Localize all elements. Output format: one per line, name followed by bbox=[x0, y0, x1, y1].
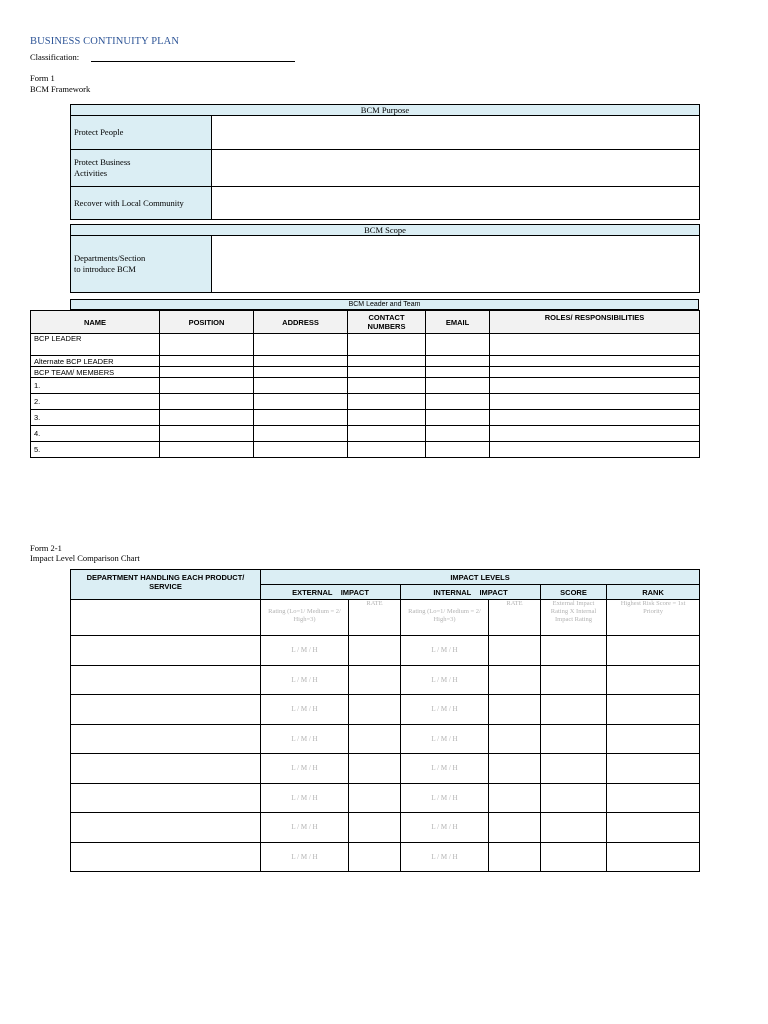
external-rating-selector[interactable]: L / M / H bbox=[261, 636, 349, 666]
score-hint: External Impact Rating X Internal Impact Rating bbox=[541, 600, 607, 636]
team-cell[interactable] bbox=[254, 410, 348, 426]
internal-rating-selector[interactable]: L / M / H bbox=[401, 724, 489, 754]
team-cell[interactable] bbox=[490, 394, 700, 410]
team-cell[interactable] bbox=[160, 367, 254, 378]
external-rate-cell[interactable] bbox=[349, 754, 401, 784]
external-rating-selector[interactable]: L / M / H bbox=[261, 724, 349, 754]
team-cell[interactable] bbox=[254, 442, 348, 458]
dept-cell[interactable] bbox=[71, 754, 261, 784]
team-cell[interactable] bbox=[426, 378, 490, 394]
impact-table bbox=[70, 569, 700, 872]
form21-title: Impact Level Comparison Chart bbox=[30, 553, 140, 563]
rank-cell[interactable] bbox=[607, 636, 700, 666]
team-cell[interactable] bbox=[426, 426, 490, 442]
team-cell[interactable] bbox=[426, 442, 490, 458]
team-cell[interactable] bbox=[426, 367, 490, 378]
bcm-scope-header: BCM Scope bbox=[71, 225, 700, 236]
team-row-label: 4. bbox=[31, 426, 160, 442]
rank-cell[interactable] bbox=[607, 754, 700, 784]
external-rating-selector[interactable]: L / M / H bbox=[261, 754, 349, 784]
col-address: ADDRESS bbox=[254, 311, 348, 334]
external-rate-cell[interactable] bbox=[349, 695, 401, 725]
team-cell[interactable] bbox=[490, 442, 700, 458]
table-row bbox=[31, 442, 700, 458]
external-rating-hint: Rating (Lo=1/ Medium = 2/ High=3) bbox=[261, 600, 349, 636]
table-row bbox=[31, 356, 700, 367]
team-cell[interactable] bbox=[348, 356, 426, 367]
external-rating-selector[interactable]: L / M / H bbox=[261, 813, 349, 843]
col-name: NAME bbox=[31, 311, 160, 334]
table-row bbox=[71, 813, 700, 843]
external-rate-cell[interactable] bbox=[349, 665, 401, 695]
purpose-label-people: Protect People bbox=[71, 116, 212, 150]
internal-rate-cell[interactable] bbox=[489, 813, 541, 843]
score-cell[interactable] bbox=[541, 636, 607, 666]
table-row bbox=[71, 636, 700, 666]
dept-cell[interactable] bbox=[71, 695, 261, 725]
score-header: SCORE bbox=[541, 585, 607, 600]
form1-title: BCM Framework bbox=[30, 84, 91, 94]
document-title: BUSINESS CONTINUITY PLAN bbox=[30, 36, 180, 47]
team-table bbox=[30, 310, 700, 458]
team-cell[interactable] bbox=[160, 410, 254, 426]
rank-cell[interactable] bbox=[607, 695, 700, 725]
internal-rating-selector[interactable]: L / M / H bbox=[401, 665, 489, 695]
team-row-label: 1. bbox=[31, 378, 160, 394]
purpose-field-business[interactable] bbox=[212, 150, 700, 187]
purpose-label-business: Protect Business Activities bbox=[71, 150, 212, 187]
team-cell[interactable] bbox=[348, 334, 426, 356]
external-rate-cell[interactable] bbox=[349, 724, 401, 754]
rank-cell[interactable] bbox=[607, 665, 700, 695]
purpose-field-people[interactable] bbox=[212, 116, 700, 150]
table-row bbox=[71, 783, 700, 813]
external-rate-cell[interactable] bbox=[349, 783, 401, 813]
team-cell[interactable] bbox=[426, 334, 490, 356]
score-cell[interactable] bbox=[541, 665, 607, 695]
external-rate-cell[interactable] bbox=[349, 842, 401, 872]
dept-cell[interactable] bbox=[71, 665, 261, 695]
dept-header: DEPARTMENT HANDLING EACH PRODUCT/ SERVICE bbox=[71, 570, 261, 600]
table-row bbox=[71, 842, 700, 872]
classification-label: Classification: bbox=[30, 52, 80, 62]
table-row bbox=[31, 334, 700, 356]
table-row bbox=[31, 367, 700, 378]
team-cell[interactable] bbox=[426, 410, 490, 426]
dept-cell[interactable] bbox=[71, 813, 261, 843]
internal-rating-selector[interactable]: L / M / H bbox=[401, 783, 489, 813]
team-row-label: 2. bbox=[31, 394, 160, 410]
rank-cell[interactable] bbox=[607, 842, 700, 872]
team-row-label: BCP TEAM/ MEMBERS bbox=[31, 367, 160, 378]
team-cell[interactable] bbox=[160, 378, 254, 394]
internal-impact-header: INTERNAL IMPACT bbox=[401, 585, 541, 600]
internal-rating-selector[interactable]: L / M / H bbox=[401, 636, 489, 666]
team-row-label: BCP LEADER bbox=[31, 334, 160, 356]
team-cell[interactable] bbox=[254, 394, 348, 410]
team-cell[interactable] bbox=[426, 356, 490, 367]
team-cell[interactable] bbox=[490, 356, 700, 367]
external-rating-selector[interactable]: L / M / H bbox=[261, 842, 349, 872]
external-rating-selector[interactable]: L / M / H bbox=[261, 783, 349, 813]
table-row bbox=[31, 378, 700, 394]
team-cell[interactable] bbox=[348, 442, 426, 458]
rank-header: RANK bbox=[607, 585, 700, 600]
table-row bbox=[31, 426, 700, 442]
team-row-label: Alternate BCP LEADER bbox=[31, 356, 160, 367]
internal-rating-selector[interactable]: L / M / H bbox=[401, 813, 489, 843]
table-row bbox=[31, 394, 700, 410]
team-cell[interactable] bbox=[490, 426, 700, 442]
bcm-purpose-table bbox=[70, 104, 700, 220]
dept-field[interactable] bbox=[71, 600, 261, 636]
external-rate-cell[interactable] bbox=[349, 636, 401, 666]
team-cell[interactable] bbox=[254, 367, 348, 378]
rank-cell[interactable] bbox=[607, 724, 700, 754]
team-cell[interactable] bbox=[160, 334, 254, 356]
internal-rating-selector[interactable]: L / M / H bbox=[401, 695, 489, 725]
impact-levels-header: IMPACT LEVELS bbox=[261, 570, 700, 585]
internal-rate-cell[interactable] bbox=[489, 754, 541, 784]
dept-cell[interactable] bbox=[71, 636, 261, 666]
internal-rating-hint: Rating (Lo=1/ Medium = 2/ High=3) bbox=[401, 600, 489, 636]
team-cell[interactable] bbox=[160, 394, 254, 410]
team-header-table bbox=[70, 299, 699, 310]
dept-cell[interactable] bbox=[71, 783, 261, 813]
score-cell[interactable] bbox=[541, 783, 607, 813]
team-cell[interactable] bbox=[254, 334, 348, 356]
rank-hint: Highest Risk Score = 1st Priority bbox=[607, 600, 700, 636]
table-row bbox=[31, 410, 700, 426]
dept-cell[interactable] bbox=[71, 724, 261, 754]
purpose-label-community: Recover with Local Community bbox=[71, 187, 212, 220]
table-row bbox=[71, 754, 700, 784]
external-rate-hint: RATE bbox=[349, 600, 401, 636]
team-cell[interactable] bbox=[160, 356, 254, 367]
team-header: BCM Leader and Team bbox=[71, 300, 699, 310]
external-rating-selector[interactable]: L / M / H bbox=[261, 695, 349, 725]
team-cell[interactable] bbox=[490, 367, 700, 378]
rank-cell[interactable] bbox=[607, 813, 700, 843]
team-cell[interactable] bbox=[348, 426, 426, 442]
internal-rate-cell[interactable] bbox=[489, 842, 541, 872]
score-cell[interactable] bbox=[541, 813, 607, 843]
internal-rate-cell[interactable] bbox=[489, 783, 541, 813]
internal-rate-cell[interactable] bbox=[489, 724, 541, 754]
team-cell[interactable] bbox=[348, 394, 426, 410]
team-cell[interactable] bbox=[160, 426, 254, 442]
score-cell[interactable] bbox=[541, 754, 607, 784]
team-cell[interactable] bbox=[160, 442, 254, 458]
team-cell[interactable] bbox=[254, 378, 348, 394]
external-rating-selector[interactable]: L / M / H bbox=[261, 665, 349, 695]
team-cell[interactable] bbox=[490, 334, 700, 356]
table-row bbox=[71, 724, 700, 754]
col-roles: ROLES/ RESPONSIBILITIES bbox=[490, 311, 700, 334]
purpose-field-community[interactable] bbox=[212, 187, 700, 220]
bcm-purpose-header: BCM Purpose bbox=[71, 105, 700, 116]
team-cell[interactable] bbox=[348, 378, 426, 394]
col-position: POSITION bbox=[160, 311, 254, 334]
internal-rate-cell[interactable] bbox=[489, 695, 541, 725]
team-cell[interactable] bbox=[254, 426, 348, 442]
team-cell[interactable] bbox=[348, 367, 426, 378]
team-cell[interactable] bbox=[348, 410, 426, 426]
internal-rating-selector[interactable]: L / M / H bbox=[401, 842, 489, 872]
scope-label: Departments/Section to introduce BCM bbox=[71, 236, 212, 293]
score-cell[interactable] bbox=[541, 842, 607, 872]
col-email: EMAIL bbox=[426, 311, 490, 334]
dept-cell[interactable] bbox=[71, 842, 261, 872]
team-cell[interactable] bbox=[490, 378, 700, 394]
form21-label: Form 2-1 bbox=[30, 543, 62, 553]
classification-field[interactable] bbox=[91, 61, 295, 62]
internal-rate-cell[interactable] bbox=[489, 665, 541, 695]
col-contact: CONTACT NUMBERS bbox=[348, 311, 426, 334]
external-rate-cell[interactable] bbox=[349, 813, 401, 843]
table-row bbox=[71, 695, 700, 725]
rank-cell[interactable] bbox=[607, 783, 700, 813]
team-row-label: 3. bbox=[31, 410, 160, 426]
team-cell[interactable] bbox=[490, 410, 700, 426]
form1-label: Form 1 bbox=[30, 73, 55, 83]
team-cell[interactable] bbox=[426, 394, 490, 410]
score-cell[interactable] bbox=[541, 695, 607, 725]
score-cell[interactable] bbox=[541, 724, 607, 754]
team-row-label: 5. bbox=[31, 442, 160, 458]
team-cell[interactable] bbox=[254, 356, 348, 367]
bcm-scope-table bbox=[70, 224, 700, 293]
table-row bbox=[71, 665, 700, 695]
internal-rating-selector[interactable]: L / M / H bbox=[401, 754, 489, 784]
scope-field[interactable] bbox=[212, 236, 700, 293]
internal-rate-cell[interactable] bbox=[489, 636, 541, 666]
internal-rate-hint: RATE bbox=[489, 600, 541, 636]
external-impact-header: EXTERNAL IMPACT bbox=[261, 585, 401, 600]
